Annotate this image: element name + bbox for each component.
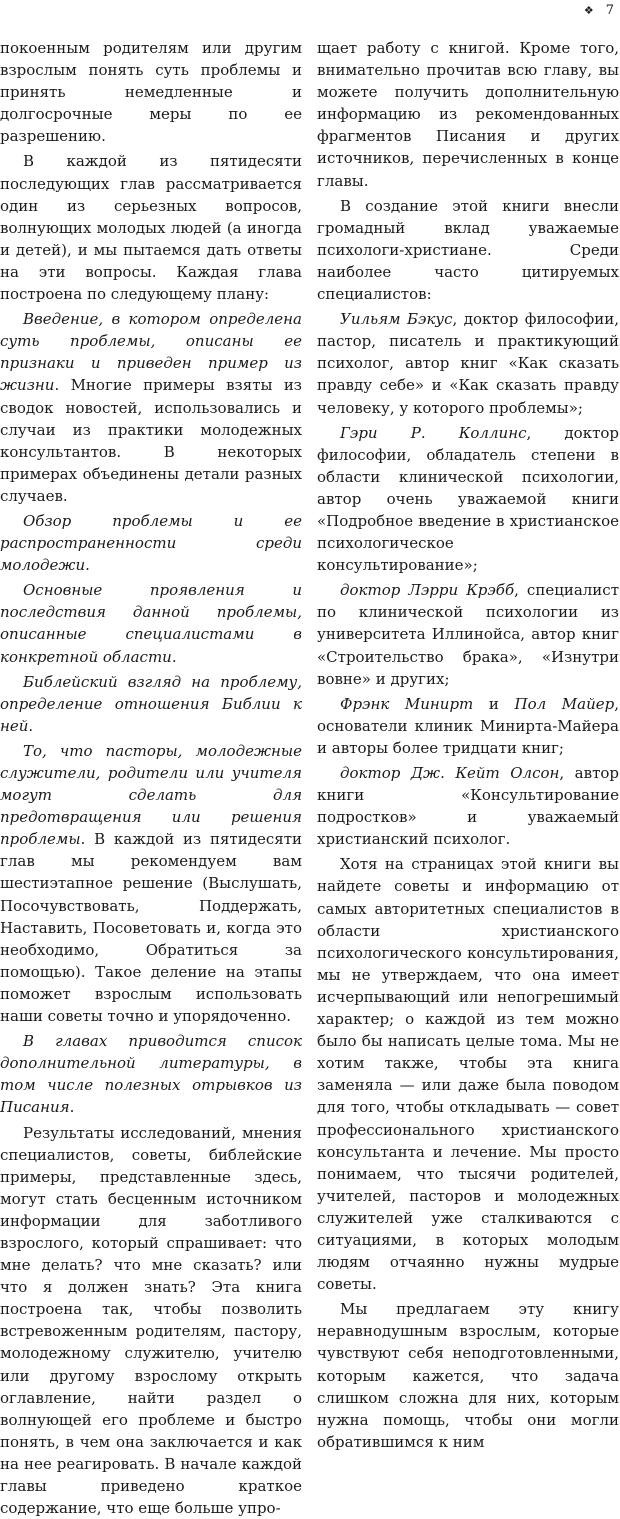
page-number: 7 [606, 3, 614, 18]
text-run: Результаты исследований, мнения специалистов, советы, библейские примеры, представленные здесь, могут стать бесценным источником информации для заботливого взрослого, который спрашивает: что мне делать? что мне сказать? или что я должен знать? Эта книга построена так, чтобы позволить встревоженным родителям, пастору, молодежному служителю, учителю или другому взрослому открыть оглавление, найти раздел о волнующей его проблеме и быстро понять, в чем она заключается и как на нее реагировать. В начале каждой главы приведено краткое содержание, что еще больше упро- [0, 1124, 302, 1518]
paragraph [0, 37, 302, 147]
text-run: , доктор философии, обладатель степени в области клинической психологии, автор очень уважаемой книги «Подробное введение в христианское психологическое консультирование»; [317, 424, 619, 575]
italic-text: доктор Дж. Кейт Олсон [340, 764, 559, 782]
italic-text: Основные проявления и последствия данной проблемы, описанные специалистами в конкретной области [0, 581, 302, 665]
left-column [0, 37, 302, 1519]
paragraph [317, 693, 619, 759]
paragraph [317, 1298, 619, 1453]
text-run: . [172, 648, 177, 666]
paragraph [317, 37, 619, 192]
right-column [317, 37, 619, 1453]
italic-text: Пол Майер [515, 695, 615, 713]
italic-text: доктор Лэрри Крэбб [340, 581, 514, 599]
text-run: , доктор философии, пастор, писатель и практикующий психолог, автор книг «Как сказать правду себе» и «Как сказать правду человеку, у которого проблемы»; [317, 310, 619, 416]
italic-text: Фрэнк Минирт [340, 695, 473, 713]
text-run: , основатели клиник Минирта-Майера и авторы более тридцати книг; [317, 695, 619, 757]
italic-text: То, что пасторы, молодежные служители, родители или учителя могут сделать для предотвращения или решения проблемы [0, 742, 302, 848]
text-run: Хотя на страницах этой книги вы найдете советы и информацию от самых авторитетных специалистов в области христианского психологического консультирования, мы не утверждаем, что она имеет исчерпывающий или непогрешимый характер; о каждой из тем можно было бы написать целые тома. Мы не хотим также, чтобы эта книга заменяла — или даже была поводом для того, чтобы откладывать — совет профессионального христианского консультанта и лечение. Мы просто понимаем, что тысячи родителей, учителей, пасторов и молодежных служителей уже сталкиваются с ситуациями, в которых молодым людям отчаянно нужны мудрые советы. [317, 855, 619, 1293]
text-run: , специалист по клинической психологии из университета Иллинойса, автор книг «Строительство брака», «Изнутри вовне» и других; [317, 581, 619, 687]
paragraph [0, 1122, 302, 1519]
paragraph [317, 195, 619, 305]
italic-text: Уильям Бэкус [340, 310, 453, 328]
italic-text: Обзор проблемы и ее распространенности среди молодежи [0, 512, 302, 574]
ornament-icon: ❖ [584, 4, 594, 17]
paragraph [317, 422, 619, 577]
paragraph [317, 308, 619, 418]
text-run: . [85, 556, 90, 574]
text-run: В создание этой книги внесли громадный вклад уважаемые психологи-христиане. Среди наиболее часто цитируемых специалистов: [317, 197, 619, 303]
paragraph [0, 740, 302, 1027]
paragraph [317, 762, 619, 850]
text-run: покоенным родителям или другим взрослым понять суть проблемы и принять немедленные и долгосрочные меры по ее разрешению. [0, 39, 302, 145]
paragraph [317, 853, 619, 1295]
paragraph [0, 671, 302, 737]
italic-text: В главах приводится список дополнительной литературы, в том числе полезных отрывков из Писания [0, 1032, 302, 1116]
paragraph [0, 510, 302, 576]
paragraph [0, 1030, 302, 1118]
text-run: В каждой из пятидесяти последующих глав рассматривается один из серьезных вопросов, волнующих молодых людей (а иногда и детей), и мы пытаемся дать ответы на эти вопросы. Каждая глава построена по следующему плану: [0, 152, 302, 303]
italic-text: Библейский взгляд на проблему, определение отношения Библии к ней [0, 673, 302, 735]
italic-text: Введение, в котором определена суть проблемы, описаны ее признаки и приведен пример из жизни [0, 310, 302, 394]
italic-text: Гэри Р. Коллинс [340, 424, 526, 442]
text-run: щает работу с книгой. Кроме того, внимательно прочитав всю главу, вы можете получить дополнительную информацию из рекомендованных фрагментов Писания и других источников, перечисленных в конце главы. [317, 39, 619, 190]
text-run: . [70, 1098, 75, 1116]
text-run: . [28, 717, 33, 735]
paragraph [0, 308, 302, 507]
paragraph [0, 150, 302, 305]
text-run: Мы предлагаем эту книгу неравнодушным взрослым, которые чувствуют себя неподготовленными, которым кажется, что задача слишком сложна для них, которым нужна помощь, чтобы они могли обратившимся к ним [317, 1300, 619, 1451]
paragraph [0, 579, 302, 667]
text-run: . Многие примеры взяты из сводок новостей, использовались и случаи из практики молодежных консультантов. В некоторых примерах объединены детали разных случаев. [0, 376, 302, 504]
text-run: , автор книги «Консультирование подростков» и уважаемый христианский психолог. [317, 764, 619, 848]
text-run: . В каждой из пятидесяти глав мы рекомендуем вам шестиэтапное решение (Выслушать, Посочувствовать, Поддержать, Наставить, Посоветовать и, когда это необходимо, Обратиться за помощью). Такое деление на этапы поможет взрослым использовать наши советы точно и упорядоченно. [0, 830, 302, 1025]
page-header [584, 0, 614, 20]
text-run: и [473, 695, 514, 713]
paragraph [317, 579, 619, 689]
